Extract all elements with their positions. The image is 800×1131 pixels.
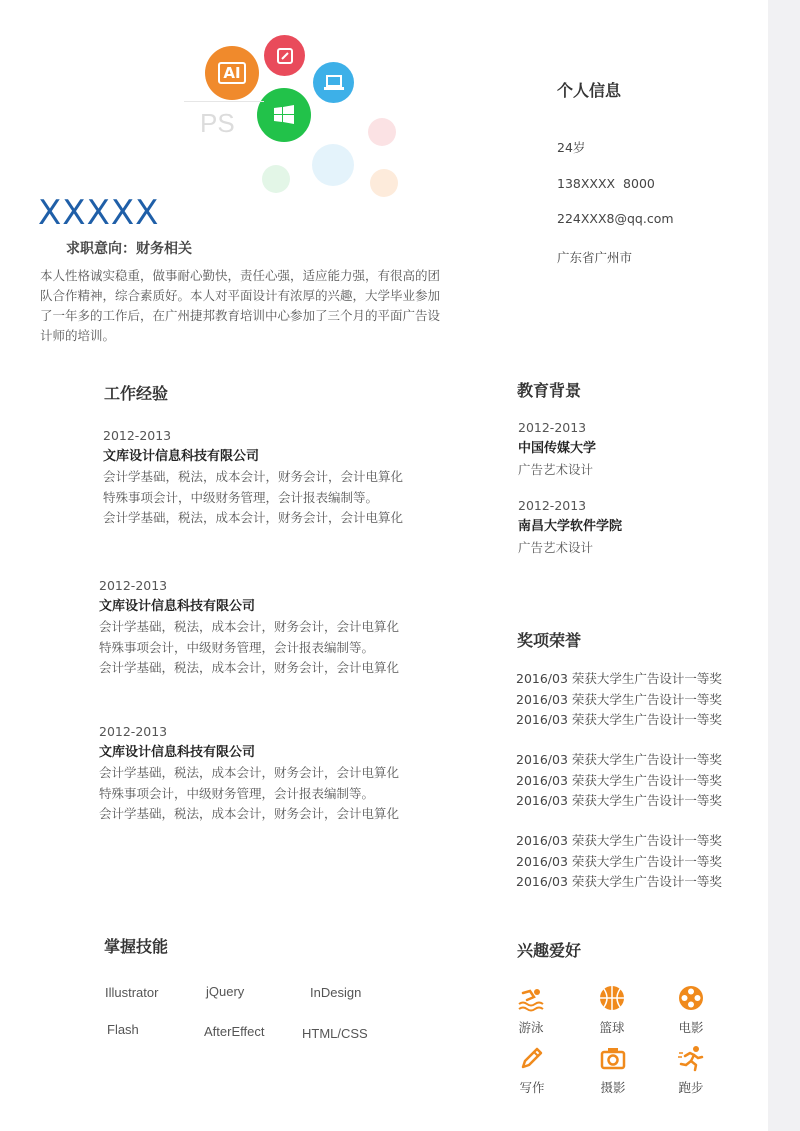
skill-item: Illustrator xyxy=(105,985,159,1000)
education-years: 2012-2013 xyxy=(518,420,587,435)
work-detail: 会计学基础，税法，成本会计，财务会计，会计电算化 xyxy=(103,510,404,525)
work-entry xyxy=(99,722,399,825)
work-detail: 特殊事项会计，中级财务管理，会计报表编制等。 xyxy=(99,639,375,655)
laptop-bubble-icon xyxy=(313,62,354,103)
work-years: 2012-2013 xyxy=(99,578,168,593)
hobby-label: 跑步 xyxy=(678,1080,704,1095)
school-name: 南昌大学软件学院 xyxy=(518,519,623,534)
award-item: 2016/03 荣获大学生广告设计一等奖 xyxy=(516,874,722,889)
work-detail: 特殊事项会计，中级财务管理，会计报表编制等。 xyxy=(99,785,375,801)
work-detail: 会计学基础，税法，成本会计，财务会计，会计电算化 xyxy=(99,765,400,780)
award-item: 2016/03 荣获大学生广告设计一等奖 xyxy=(516,712,722,727)
hobby-label: 写作 xyxy=(519,1080,545,1095)
award-item: 2016/03 荣获大学生广告设计一等奖 xyxy=(516,691,722,707)
pencil-icon xyxy=(518,1044,546,1072)
hobby-writing xyxy=(502,1044,562,1096)
hobby-label: 游泳 xyxy=(518,1020,544,1035)
major: 广告艺术设计 xyxy=(518,462,594,477)
skill-item: HTML/CSS xyxy=(302,1026,368,1041)
intro-text: 本人性格诚实稳重，做事耐心勤快，责任心强，适应能力强，有很高的团队合作精神，综合素质好。本人对平面设计有浓厚的兴趣，大学毕业参加了一年多的工作后，在广州捷邦教育培训中心参加了三个月的平面广告设计师的培训。 xyxy=(40,268,441,343)
hobby-movie xyxy=(661,984,721,1036)
award-item: 2016/03 荣获大学生广告设计一等奖 xyxy=(516,793,722,808)
education-title: 教育背景 xyxy=(517,381,582,400)
awards-group xyxy=(516,831,722,893)
work-detail: 会计学基础，税法，成本会计，财务会计，会计电算化 xyxy=(103,469,404,484)
skills-title: 掌握技能 xyxy=(104,937,169,956)
education-entry xyxy=(518,417,596,480)
hobby-basketball xyxy=(582,984,642,1036)
phone: 138XXXX 8000 xyxy=(557,176,655,191)
faded-bubble-icon xyxy=(312,144,354,186)
work-detail: 会计学基础，税法，成本会计，财务会计，会计电算化 xyxy=(99,619,400,634)
work-detail: 会计学基础，税法，成本会计，财务会计，会计电算化 xyxy=(99,806,400,821)
school-name: 中国传媒大学 xyxy=(518,441,597,456)
work-detail: 特殊事项会计，中级财务管理，会计报表编制等。 xyxy=(103,489,379,505)
ps-watermark-text: PS xyxy=(200,108,235,138)
work-years: 2012-2013 xyxy=(99,724,168,739)
faded-bubble-icon xyxy=(370,169,398,197)
education-years: 2012-2013 xyxy=(518,498,587,513)
awards-group xyxy=(516,669,722,731)
candidate-name: XXXXX xyxy=(38,193,160,233)
major: 广告艺术设计 xyxy=(518,540,594,555)
work-entry xyxy=(103,426,403,529)
hobby-label: 摄影 xyxy=(600,1080,626,1095)
award-item: 2016/03 荣获大学生广告设计一等奖 xyxy=(516,752,722,767)
work-detail: 会计学基础，税法，成本会计，财务会计，会计电算化 xyxy=(99,660,400,675)
page-edge-strip xyxy=(768,0,800,1131)
running-icon xyxy=(677,1044,705,1072)
windows-bubble-icon xyxy=(257,88,311,142)
basketball-icon xyxy=(598,984,626,1012)
job-intent: 求职意向：财务相关 xyxy=(66,241,192,257)
skill-item: jQuery xyxy=(206,984,245,999)
work-experience-title: 工作经验 xyxy=(104,384,169,403)
faded-bubble-icon xyxy=(368,118,396,146)
ai-bubble-label: AI xyxy=(218,62,245,84)
skill-item: AfterEffect xyxy=(204,1024,265,1039)
ai-bubble-icon xyxy=(205,46,259,100)
award-item: 2016/03 荣获大学生广告设计一等奖 xyxy=(516,772,722,788)
work-company: 文库设计信息科技有限公司 xyxy=(103,448,260,464)
award-item: 2016/03 荣获大学生广告设计一等奖 xyxy=(516,833,722,848)
skill-item: Flash xyxy=(107,1022,139,1037)
skill-item: InDesign xyxy=(310,985,362,1000)
camera-icon xyxy=(599,1044,627,1072)
work-years: 2012-2013 xyxy=(103,428,172,443)
education-entry xyxy=(518,495,622,558)
location: 广东省广州市 xyxy=(557,250,633,265)
hobby-label: 电影 xyxy=(678,1020,704,1035)
swimming-icon xyxy=(517,984,545,1012)
hobbies-title: 兴趣爱好 xyxy=(517,941,582,960)
award-item: 2016/03 荣获大学生广告设计一等奖 xyxy=(516,671,722,686)
work-company: 文库设计信息科技有限公司 xyxy=(99,598,256,614)
personal-info-title: 个人信息 xyxy=(557,81,622,100)
hobby-swimming xyxy=(501,984,561,1036)
age: 24岁 xyxy=(557,140,586,155)
work-company: 文库设计信息科技有限公司 xyxy=(99,744,256,760)
self-introduction xyxy=(40,266,440,346)
faded-bubble-icon xyxy=(262,165,290,193)
hobby-running xyxy=(661,1044,721,1096)
hobby-label: 篮球 xyxy=(599,1020,625,1035)
film-reel-icon xyxy=(677,984,705,1012)
award-item: 2016/03 荣获大学生广告设计一等奖 xyxy=(516,853,722,869)
divider-line xyxy=(184,101,264,102)
awards-title: 奖项荣誉 xyxy=(517,631,582,650)
edit-bubble-icon xyxy=(264,35,305,76)
hobby-photography xyxy=(583,1044,643,1096)
email: 224XXX8@qq.com xyxy=(557,211,674,226)
work-entry xyxy=(99,576,399,679)
awards-group xyxy=(516,750,722,812)
